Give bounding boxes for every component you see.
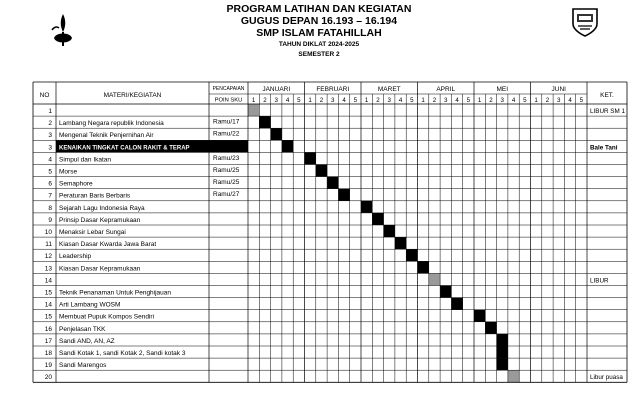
header-poin-sku: POIN SKU: [214, 97, 243, 104]
schedule-mark: [259, 116, 270, 128]
row-no: 3: [48, 132, 52, 140]
row-no: 5: [48, 168, 52, 176]
week-number: 5: [466, 97, 471, 104]
schedule-mark: [282, 140, 293, 152]
row-no: 7: [48, 192, 52, 200]
schedule-mark: [440, 286, 451, 298]
schedule-mark: [305, 152, 316, 164]
month-januari: JANUARI: [262, 86, 291, 93]
schedule-mark: [338, 189, 349, 201]
row-materi: KENAIKAN TINGKAT CALON RAKIT & TERAP: [59, 145, 190, 152]
row-no: 3: [48, 144, 52, 152]
row-materi: Leadership: [59, 253, 92, 261]
row-materi: Arti Lambang WOSM: [59, 301, 121, 309]
row-poin: Ramu/27: [213, 191, 240, 199]
title-line-3: SMP ISLAM FATAHILLAH: [256, 27, 382, 39]
schedule-mark: [384, 225, 395, 237]
row-materi: Membuat Pupuk Kompos Sendiri: [59, 313, 155, 321]
row-materi: Sandi Marengos: [59, 362, 107, 370]
header-no: NO: [39, 92, 50, 99]
header-materi: MATERI/KEGIATAN: [103, 92, 162, 99]
week-number: 3: [500, 97, 504, 104]
week-number: 4: [568, 97, 572, 104]
week-number: 3: [331, 97, 335, 104]
schedule-mark: [474, 310, 485, 322]
row-no: 13: [44, 265, 52, 273]
row-ket: LIBUR: [590, 277, 609, 285]
row-poin: Ramu/25: [213, 167, 240, 174]
row-materi: Lambang Negara republik Indonesia: [59, 120, 164, 128]
week-number: 4: [511, 97, 516, 104]
row-poin: Ramu/23: [213, 154, 240, 162]
schedule-mark: [361, 201, 372, 213]
week-number: 5: [523, 97, 527, 104]
week-number: 5: [410, 97, 414, 104]
title-line-1: PROGRAM LATIHAN DAN KEGIATAN: [226, 3, 412, 15]
week-number: 1: [364, 97, 369, 104]
month-mei: MEI: [496, 86, 509, 93]
schedule-mark: [248, 104, 259, 116]
schedule-mark: [395, 237, 406, 249]
schedule-mark: [271, 128, 282, 140]
row-no: 4: [48, 156, 52, 164]
week-number: 3: [387, 97, 391, 104]
schedule-mark: [451, 298, 462, 310]
row-materi: Simpul dan Ikatan: [59, 156, 112, 164]
week-number: 1: [251, 97, 256, 104]
row-materi: Sandi Kotak 1, sandi Kotak 2, Sandi kotak 3: [59, 350, 186, 357]
semester-label: SEMESTER 2: [298, 51, 340, 58]
row-poin: Ramu/25: [213, 179, 240, 187]
schedule-mark: [406, 249, 417, 261]
week-number: 1: [421, 97, 425, 104]
row-materi: Menaksir Lebar Sungai: [59, 229, 126, 236]
schedule-mark: [327, 177, 338, 189]
schedule-mark: [429, 273, 440, 285]
row-materi: Teknik Penanaman Untuk Penghijauan: [59, 289, 172, 297]
row-no: 8: [48, 204, 52, 212]
month-april: APRIL: [436, 86, 456, 93]
row-ket: LIBUR SM 1: [590, 108, 625, 115]
week-number: 2: [319, 97, 324, 104]
row-no: 14: [44, 277, 52, 285]
row-materi: Sejarah Lagu Indonesia Raya: [59, 204, 145, 212]
schedule-mark: [372, 213, 383, 225]
year-label: TAHUN DIKLAT 2024-2025: [278, 41, 360, 48]
row-no: 2: [48, 120, 52, 128]
week-number: 4: [342, 97, 346, 104]
schedule-mark: [418, 261, 429, 273]
week-number: 2: [263, 97, 267, 104]
row-no: 14: [44, 301, 52, 309]
row-no: 6: [48, 180, 52, 188]
week-number: 2: [432, 97, 437, 104]
week-number: 5: [353, 97, 358, 104]
row-materi: Semaphore: [59, 180, 93, 188]
row-no: 10: [44, 229, 52, 236]
week-number: 5: [579, 97, 584, 104]
schedule-mark: [497, 358, 508, 370]
week-number: 4: [455, 97, 459, 104]
schedule-mark: [497, 334, 508, 346]
row-materi: Kiasan Dasar Kwarda Jawa Barat: [59, 241, 157, 249]
week-number: 4: [398, 97, 403, 104]
row-no: 15: [44, 289, 52, 297]
row-no: 1: [48, 108, 52, 115]
row-ket: Libur puasa: [590, 374, 623, 382]
row-no: 12: [44, 253, 52, 261]
week-number: 1: [308, 97, 312, 104]
week-number: 3: [274, 97, 278, 104]
row-no: 16: [44, 325, 52, 333]
row-poin: Ramu/17: [213, 118, 240, 126]
week-number: 1: [534, 97, 538, 104]
week-number: 1: [477, 97, 482, 104]
schedule-mark: [497, 346, 508, 358]
week-number: 2: [489, 97, 493, 104]
week-number: 2: [545, 97, 550, 104]
row-materi: Prinsip Dasar Kepramukaan: [59, 216, 141, 224]
row-materi: Morse: [59, 168, 78, 176]
month-juni: JUNI: [551, 86, 566, 93]
row-materi: Kiasan Dasar Kepramukaan: [59, 265, 141, 273]
row-ket: Bale Tani: [590, 144, 618, 152]
row-materi: Penjelasan TKK: [59, 325, 106, 333]
row-no: 17: [44, 337, 52, 345]
row-materi: Sandi AND, AN, AZ: [59, 337, 115, 345]
week-number: 5: [297, 97, 301, 104]
row-no: 18: [44, 350, 52, 357]
schedule-mark: [508, 370, 519, 382]
header-pencapaian: PENCAPAIAN: [212, 86, 245, 92]
row-no: 9: [48, 216, 52, 224]
month-maret: MARET: [377, 86, 401, 93]
row-no: 20: [44, 374, 52, 382]
schedule-mark: [316, 165, 327, 177]
schedule-mark: [485, 322, 496, 334]
week-number: 2: [376, 97, 380, 104]
week-number: 3: [557, 97, 561, 104]
row-no: 15: [44, 313, 52, 321]
week-number: 4: [285, 97, 290, 104]
title-line-2: GUGUS DEPAN 16.193 – 16.194: [240, 15, 398, 27]
row-no: 11: [45, 241, 52, 249]
month-februari: FEBRUARI: [316, 86, 350, 93]
row-materi: Mengenal Teknik Penjernihan Air: [59, 132, 154, 140]
header-ket: KET.: [600, 92, 614, 99]
row-no: 19: [44, 362, 52, 370]
week-number: 3: [444, 97, 448, 104]
row-materi: Peraturan Baris Berbaris: [59, 192, 131, 200]
row-poin: Ramu/22: [213, 130, 240, 138]
